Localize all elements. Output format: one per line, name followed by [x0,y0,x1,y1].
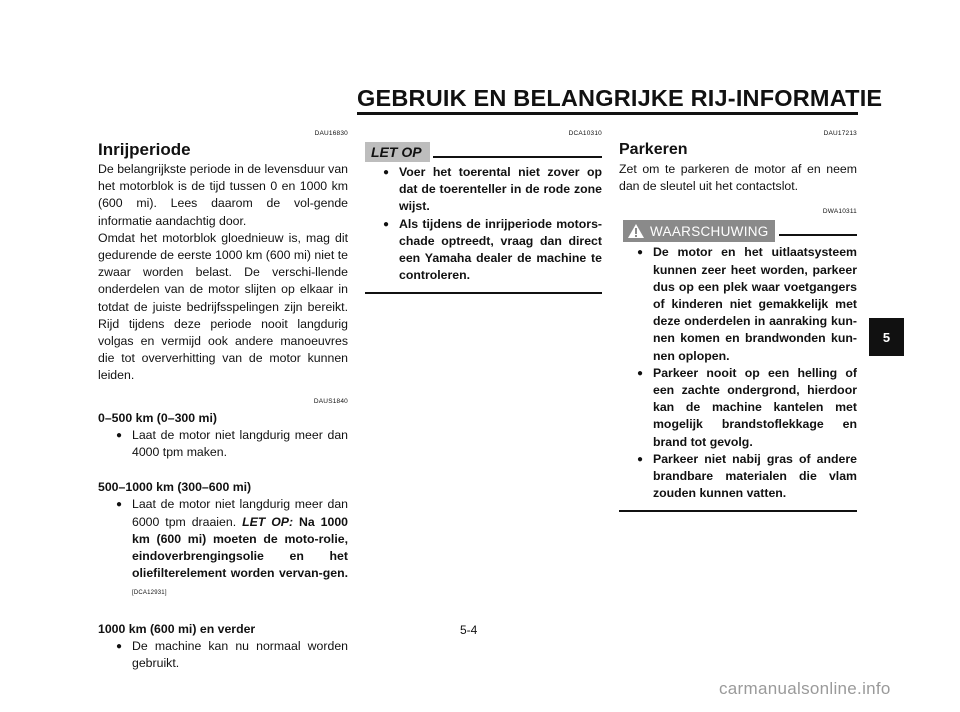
subheading-0-500: 0–500 km (0–300 mi) [98,410,217,425]
page-number: 5-4 [460,623,478,637]
warning-item-text: De motor en het uitlaatsysteem kunnen zeer heet worden, parkeer dus op een plek waar voetgangers of kinderen niet gemakkelijk met deze onderdelen in aanraking kun-nen komen en brandwonden kun-nen oplopen. [653,245,857,363]
bullet-icon: ● [383,167,390,178]
list-item-text: De machine kan nu normaal worden gebruikt. [132,638,348,671]
warning-label: WAARSCHUWING [650,223,769,239]
bullet-icon: ● [116,429,123,441]
caution-item-text: Voer het toerental niet zover op dat de toerenteller in de rode zone wijst. [399,165,602,214]
reference-code: DWA10311 [822,208,857,216]
caution-item [365,216,602,285]
subheading-500-1000: 500–1000 km (300–600 mi) [98,480,252,495]
caution-label: LET OP [365,142,430,162]
caution-banner [365,142,615,164]
reference-code: DAU16830 [314,130,348,137]
paragraph-intro: De belangrijkste periode in de levensduur van het motorblok is de tijd tussen 0 en 1000 km (600 mi). Lees daarom de vol-gende informatie aandachtig door. [98,162,348,228]
bullet-icon: ● [383,218,390,230]
warning-rule [779,234,857,236]
column-parkeren [619,127,857,512]
list-item-text: Laat de motor niet langdurig meer dan 6000 tpm draaien. [132,497,348,529]
list-item [98,496,348,602]
caution-bottom-rule [365,292,602,294]
inline-reference-code: [DCA12931] [132,590,167,597]
list-item [98,638,348,672]
caution-item-text: Als tijdens de inrijperiode motors-chade optreedt, vraag dan direct een Yamaha dealer de machine te controleren. [399,216,602,283]
reference-code: DAU17213 [823,130,857,137]
bullet-icon: ● [116,499,123,511]
warning-item-text: Parkeer nooit op een helling of een zachte ondergrond, hierdoor kan de machine kantelen met mogelijk brandstoflekkage en brand tot gevolg. [653,365,857,449]
inline-letop-text: Na 1000 km (600 mi) moeten de moto-rolie, eindoverbrengingsolie en het oliefilterelement worden vervan-gen. [132,514,348,581]
header-rule [357,112,858,115]
warning-item [619,244,857,364]
list-item-text: Laat de motor niet langdurig meer dan 4000 tpm maken. [132,427,348,460]
chapter-tab: 5 [869,318,904,356]
reference-code: DCA10310 [568,130,602,137]
paragraph-parkeren: Zet om te parkeren de motor af en neem dan de sleutel uit het contactslot. [619,162,857,194]
caution-item [365,164,602,216]
warning-item [619,451,857,503]
column-inrijperiode [98,127,348,672]
section-heading-inrijperiode: Inrijperiode [98,140,191,159]
page-header-title: GEBRUIK EN BELANGRIJKE RIJ-INFORMATIE [357,85,883,111]
inline-letop-label: LET OP: [242,514,294,529]
warning-tag [623,220,775,242]
warning-item-text: Parkeer niet nabij gras of andere brandbare materialen die vlam zouden kunnen vatten. [653,451,857,501]
bullet-icon: ● [637,247,644,259]
reference-code: DAUS1840 [313,397,348,405]
bullet-icon: ● [116,640,123,652]
caution-rule [433,156,602,158]
section-heading-parkeren: Parkeren [619,141,688,158]
warning-item [619,365,857,451]
warning-bottom-rule [619,510,857,512]
warning-triangle-icon [627,223,645,239]
bullet-icon: ● [637,367,644,379]
watermark: carmanualsonline.info [719,679,891,698]
paragraph-new-engine: Omdat het motorblok gloednieuw is, mag dit gedurende de eerste 1000 km (600 mi) niet te zwaar worden belast. De verschi-llende onderdelen van de motor slijten op elkaar in totdat de juiste bedrijfsspelingen zijn bereikt. Rijd tijdens deze periode nooit langdurig volgas en vermijd ook andere manoeuvres die tot oververhitting van de motor kunnen leiden. [98,230,348,383]
subheading-1000-plus: 1000 km (600 mi) en verder [98,621,256,636]
column-let-op [365,127,615,294]
warning-banner [619,220,857,244]
list-item [98,427,348,461]
bullet-icon: ● [637,453,644,465]
